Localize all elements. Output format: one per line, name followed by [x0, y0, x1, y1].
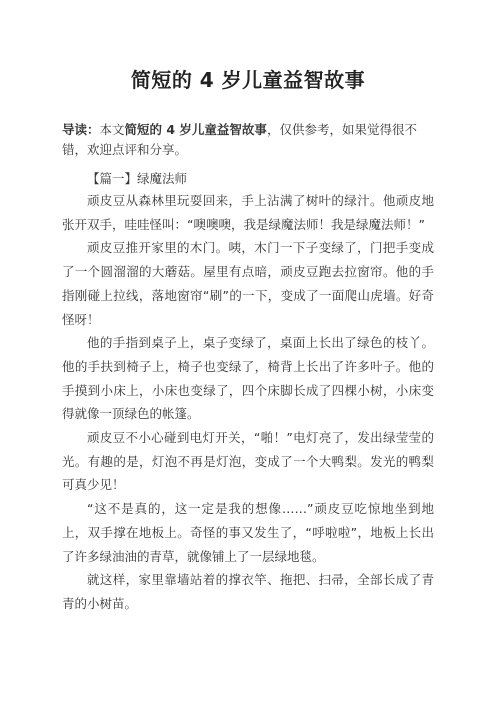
- intro-paragraph: [62, 120, 434, 160]
- intro-rest: ，仅供参考，如果觉得很不错，欢迎点评和分享。: [62, 122, 417, 157]
- section-heading: 【篇一】绿魔法师: [87, 171, 188, 186]
- story-paragraph-6: 就这样，家里靠墙站着的撑衣竿、拖把、扫帚，全部长成了青青的小树苗。: [62, 572, 434, 611]
- story-paragraph-3: 他的手指到桌子上，桌子变绿了，桌面上长出了绿色的枝丫。他的手扶到椅子上，椅子也变绿了，椅背上长出了许多叶子。他的手摸到小床上，小床也变绿了，四个床脚长成了四棵小树，小床变得就像一顶绿色的帐篷。: [62, 335, 434, 422]
- intro-bold-title: 简短的 4 岁儿童益智故事: [124, 122, 267, 137]
- story-paragraph-1: 顽皮豆从森林里玩耍回来，手上沾满了树叶的绿汁。他顽皮地张开双手，哇哇怪叫：“噢噢噢，我是绿魔法师！我是绿魔法师！”: [62, 193, 434, 232]
- intro-prefix: 导读：: [62, 122, 100, 137]
- intro-lead: 本文: [99, 122, 125, 137]
- story-paragraph-2: 顽皮豆推开家里的木门。咦，木门一下子变绿了，门把手变成了一个圆溜溜的大蘑菇。屋里有点暗，顽皮豆跑去拉窗帘。他的手指刚碰上拉线，落地窗帘“刷”的一下，变成了一面爬山虎墙。好奇怪呀！: [62, 240, 434, 327]
- story-paragraph-4: 顽皮豆不小心碰到电灯开关，“啪！”电灯亮了，发出绿莹莹的光。有趣的是，灯泡不再是灯泡，变成了一个大鸭梨。发光的鸭梨可真少见！: [62, 430, 434, 493]
- story-paragraph-5: “这不是真的，这一定是我的想像……”顽皮豆吃惊地坐到地上，双手撑在地板上。奇怪的事又发生了，“呼啦啦”，地板上长出了许多绿油油的青草，就像铺上了一层绿地毯。: [62, 501, 434, 564]
- document-title: 简短的 4 岁儿童益智故事: [130, 68, 366, 92]
